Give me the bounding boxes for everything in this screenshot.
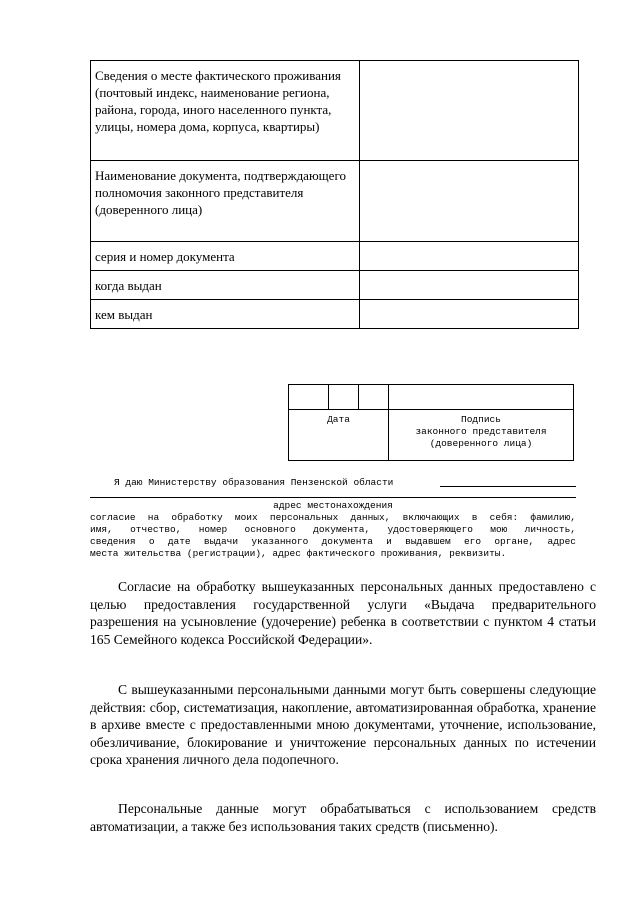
paragraph-actions — [90, 681, 596, 769]
consent-line: имя, отчество, номер основного документа, удостоверяющего мою личность, — [90, 524, 576, 535]
row-label-residence: Сведения о месте фактического проживания (почтовый индекс, наименование региона, района, города, иного населенного пункта, улицы, номера дома, корпуса, квартиры) — [91, 61, 360, 161]
row-value-authority-document[interactable] — [360, 161, 579, 242]
table-row — [91, 161, 579, 242]
ministry-blank-line[interactable] — [440, 486, 576, 487]
address-caption: адрес местонахождения — [273, 500, 393, 511]
consent-give-line: Я даю Министерству образования Пензенской области — [114, 477, 394, 488]
row-label-issued-by: кем выдан — [91, 300, 360, 329]
paragraph-text: Согласие на обработку вышеуказанных персональных данных предоставлено с целью предоставления государственной услуги «Выдача предварительного разрешения на усыновление (удочерение) ребенка в соответствии с пунктом 4 статьи 165 Семейного кодекса Российской Федерации». — [90, 579, 596, 647]
signature-caption-line-3: (доверенного лица) — [429, 438, 533, 449]
row-value-issued-by[interactable] — [360, 300, 579, 329]
signature-caption-line-1: Подпись — [461, 414, 501, 425]
consent-text — [90, 512, 576, 560]
paragraph-text: С вышеуказанными персональными данными могут быть совершены следующие действия: сбор, систематизация, накопление, автоматизированная обработка, хранение в архиве вместе с предоставленными мною документами, уточнение, использование, обезличивание, блокирование и уничтожение персональных данных по истечении срока хранения личного дела подопечного. — [90, 682, 596, 767]
date-caption: Дата — [289, 410, 389, 461]
row-label-issue-date: когда выдан — [91, 271, 360, 300]
signature-caption — [389, 410, 574, 461]
table-row — [91, 300, 579, 329]
signature-box[interactable] — [389, 385, 574, 410]
signature-caption-line-2: законного представителя — [415, 426, 547, 437]
consent-line: согласие на обработку моих персональных данных, включающих в себя: фамилию, — [90, 512, 576, 523]
paragraph-purpose — [90, 578, 596, 648]
address-blank-line[interactable] — [90, 497, 576, 498]
row-value-residence[interactable] — [360, 61, 579, 161]
table-row — [91, 271, 579, 300]
table-row — [91, 61, 579, 161]
table-row — [91, 242, 579, 271]
paragraph-processing — [90, 800, 596, 835]
signature-table — [288, 384, 574, 461]
date-box-year[interactable] — [359, 385, 389, 410]
row-label-doc-number: серия и номер документа — [91, 242, 360, 271]
personal-info-table — [90, 60, 579, 329]
row-value-issue-date[interactable] — [360, 271, 579, 300]
consent-line: места жительства (регистрации), адрес фактического проживания, реквизиты. — [90, 548, 507, 559]
paragraph-text: Персональные данные могут обрабатываться с использованием средств автоматизации, а также без использования таких средств (письменно). — [90, 801, 596, 834]
date-box-month[interactable] — [329, 385, 359, 410]
consent-line: сведения о дате выдачи указанного документа и выдавшем его органе, адрес — [90, 536, 576, 547]
row-value-doc-number[interactable] — [360, 242, 579, 271]
row-label-authority-document: Наименование документа, подтверждающего полномочия законного представителя (доверенного лица) — [91, 161, 360, 242]
date-box-day[interactable] — [289, 385, 329, 410]
